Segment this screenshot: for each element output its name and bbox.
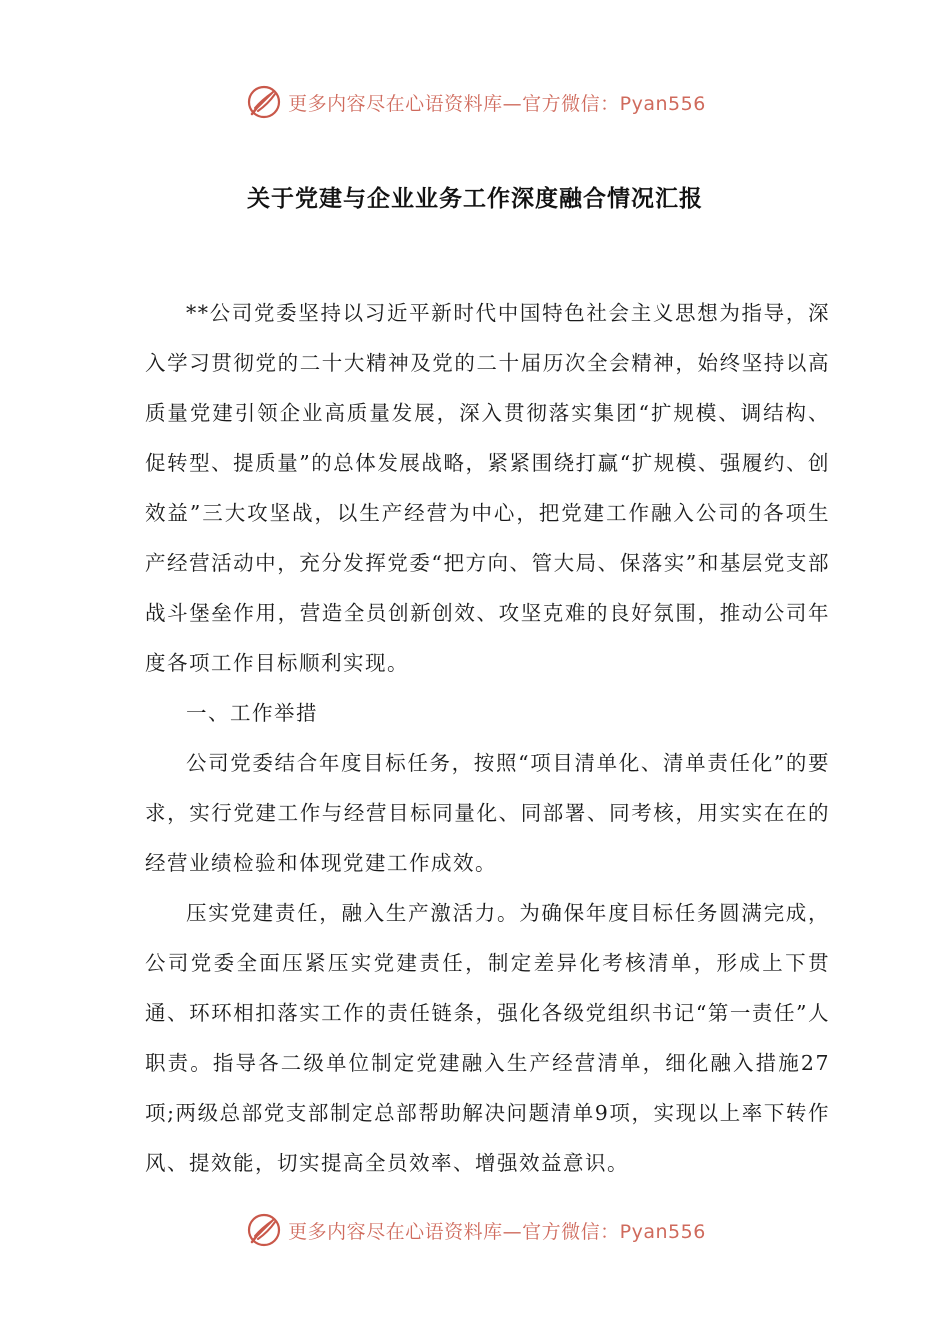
document-body [145, 288, 830, 1188]
paragraph-measures: 公司党委结合年度目标任务，按照“项目清单化、清单责任化”的要求，实行党建工作与经营目标同量化、同部署、同考核，用实实在在的经营业绩检验和体现党建工作成效。 [145, 751, 830, 875]
footer-watermark-banner [0, 1210, 950, 1250]
paragraph-intro: **公司党委坚持以习近平新时代中国特色社会主义思想为指导，深入学习贯彻党的二十大精神及党的二十届历次全会精神，始终坚持以高质量党建引领企业高质量发展，深入贯彻落实集团“扩规模、调结构、促转型、提质量”的总体发展战略，紧紧围绕打赢“扩规模、强履约、创效益”三大攻坚战，以生产经营为中心，把党建工作融入公司的各项生产经营活动中，充分发挥党委“把方向、管大局、保落实”和基层党支部战斗堡垒作用，营造全员创新创效、攻坚克难的良好氛围，推动公司年度各项工作目标顺利实现。 [145, 301, 830, 675]
section-heading: 一、工作举措 [186, 701, 318, 725]
quill-logo-icon [244, 82, 284, 122]
watermark-text: 更多内容尽在心语资料库—官方微信：Pyan556 [288, 92, 706, 115]
quill-logo-icon [244, 1210, 284, 1250]
header-watermark-banner [0, 82, 950, 122]
paragraph-responsibility: 压实党建责任，融入生产激活力。为确保年度目标任务圆满完成，公司党委全面压紧压实党建责任，制定差异化考核清单，形成上下贯通、环环相扣落实工作的责任链条，强化各级党组织书记“第一责任”人职责。指导各二级单位制定党建融入生产经营清单，细化融入措施27项;两级总部党支部制定总部帮助解决问题清单9项，实现以上率下转作风、提效能，切实提高全员效率、增强效益意识。 [145, 901, 830, 1175]
watermark-text: 更多内容尽在心语资料库—官方微信：Pyan556 [288, 1220, 706, 1243]
document-title: 关于党建与企业业务工作深度融合情况汇报 [247, 186, 703, 212]
